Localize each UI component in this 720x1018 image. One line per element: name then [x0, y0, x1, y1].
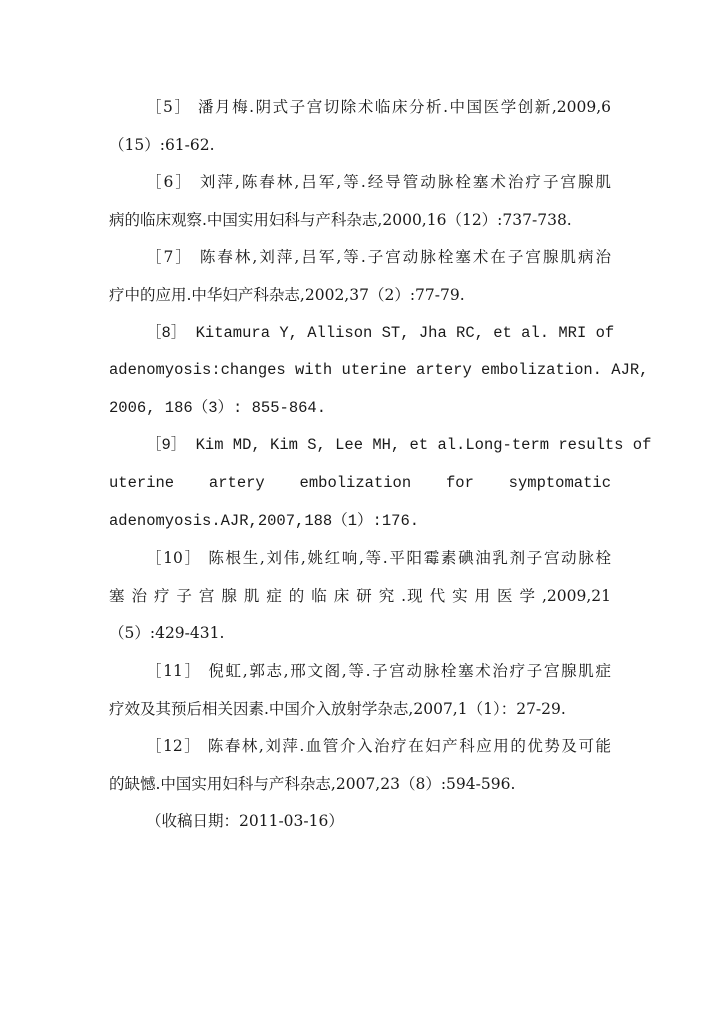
reference-item [109, 164, 611, 239]
reference-list [109, 89, 652, 841]
reference-item [109, 239, 611, 314]
reference-line: （15）:61-62. [109, 135, 215, 154]
reference-line: ［10］ 陈根生,刘伟,姚红响,等.平阳霉素碘油乳剂子宫动脉栓 [146, 549, 611, 568]
reference-line: ［6］ 刘萍,陈春林,吕军,等.经导管动脉栓塞术治疗子宫腺肌 [146, 173, 611, 192]
received-date: （收稿日期：2011-03-16） [146, 812, 344, 831]
reference-line: ［12］ 陈春林,刘萍.血管介入治疗在妇产科应用的优势及可能 [146, 737, 611, 756]
reference-line: 塞 治 疗 子 宫 腺 肌 症 的 临 床 研 究 .现 代 实 用 医 学 ,2009,21 [109, 586, 611, 605]
reference-line: adenomyosis.AJR,2007,188（1）:176. [109, 511, 420, 530]
reference-line: 疗中的应用.中华妇产科杂志,2002,37（2）:77-79. [109, 285, 465, 304]
reference-line: ［7］ 陈春林,刘萍,吕军,等.子宫动脉栓塞术在子宫腺肌病治 [146, 248, 611, 267]
reference-line: ［8］ Kitamura Y, Allison ST, Jha RC, et al. MRI of [146, 323, 615, 342]
reference-item [109, 89, 611, 164]
reference-item [109, 728, 611, 803]
reference-item [109, 427, 652, 540]
reference-item [109, 315, 649, 428]
reference-line: （5）:429-431. [109, 624, 225, 643]
reference-item [109, 540, 611, 653]
reference-line: 的缺憾.中国实用妇科与产科杂志,2007,23（8）:594-596. [109, 774, 516, 793]
reference-line: ［5］ 潘月梅.阴式子宫切除术临床分析.中国医学创新,2009,6 [146, 98, 611, 116]
reference-line: 2006, 186（3）: 855-864. [109, 398, 327, 417]
reference-line: ［9］ Kim MD, Kim S, Lee MH, et al.Long-term results of [146, 436, 652, 455]
reference-line: adenomyosis:changes with uterine artery embolization. AJR, [109, 361, 649, 380]
reference-line: uterine artery embolization for symptomatic [109, 473, 611, 492]
reference-line: ［11］ 倪虹,郭志,邢文阁,等.子宫动脉栓塞术治疗子宫腺肌症 [146, 661, 611, 680]
reference-item [109, 653, 611, 728]
reference-line: 病的临床观察.中国实用妇科与产科杂志,2000,16（12）:737-738. [109, 210, 572, 229]
reference-line: 疗效及其预后相关因素.中国介入放射学杂志,2007,1（1）：27-29. [109, 699, 566, 718]
